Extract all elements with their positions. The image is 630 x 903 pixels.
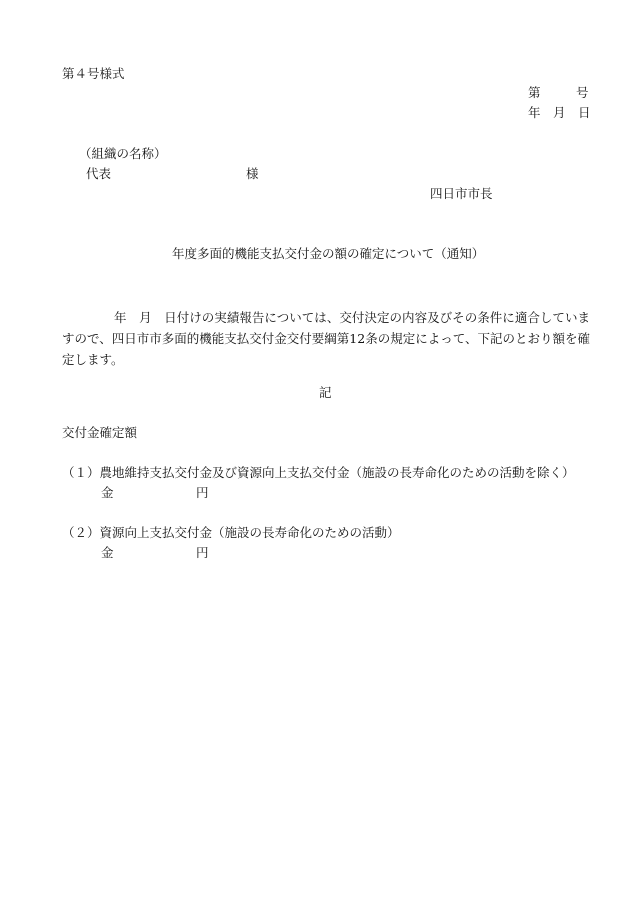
item-2-kin: 金 <box>101 545 114 560</box>
form-number: 第４号様式 <box>62 66 125 81</box>
item-1-kin: 金 <box>101 485 114 500</box>
item-1-yen: 円 <box>196 485 209 500</box>
organization-name: （組織の名称） <box>79 146 167 161</box>
sender: 四日市市長 <box>430 186 493 201</box>
item-2-label: （２）資源向上支払交付金（施設の長寿命化のための活動） <box>62 525 400 540</box>
date-day: 日 <box>578 105 591 120</box>
body-paragraph <box>62 307 590 370</box>
body-text: 年 月 日付けの実績報告については、交付決定の内容及びその条件に適合していますので、四日市市多面的機能支払交付金交付要綱第12条の規定によって、下記のとおり額を確定します。 <box>62 310 590 367</box>
ki-heading: 記 <box>319 385 332 400</box>
date-year: 年 <box>528 105 541 120</box>
representative-label: 代表 <box>86 166 112 181</box>
amount-title: 交付金確定額 <box>62 425 138 440</box>
document-subject: 年度多面的機能支払交付金の額の確定について（通知） <box>172 246 485 261</box>
date-month: 月 <box>553 105 566 120</box>
honorific: 様 <box>246 166 259 181</box>
doc-number-prefix: 第 <box>528 85 541 100</box>
item-1-label: （１）農地維持支払交付金及び資源向上支払交付金（施設の長寿命化のための活動を除く） <box>62 465 575 480</box>
doc-number-suffix: 号 <box>576 85 589 100</box>
item-2-yen: 円 <box>196 545 209 560</box>
